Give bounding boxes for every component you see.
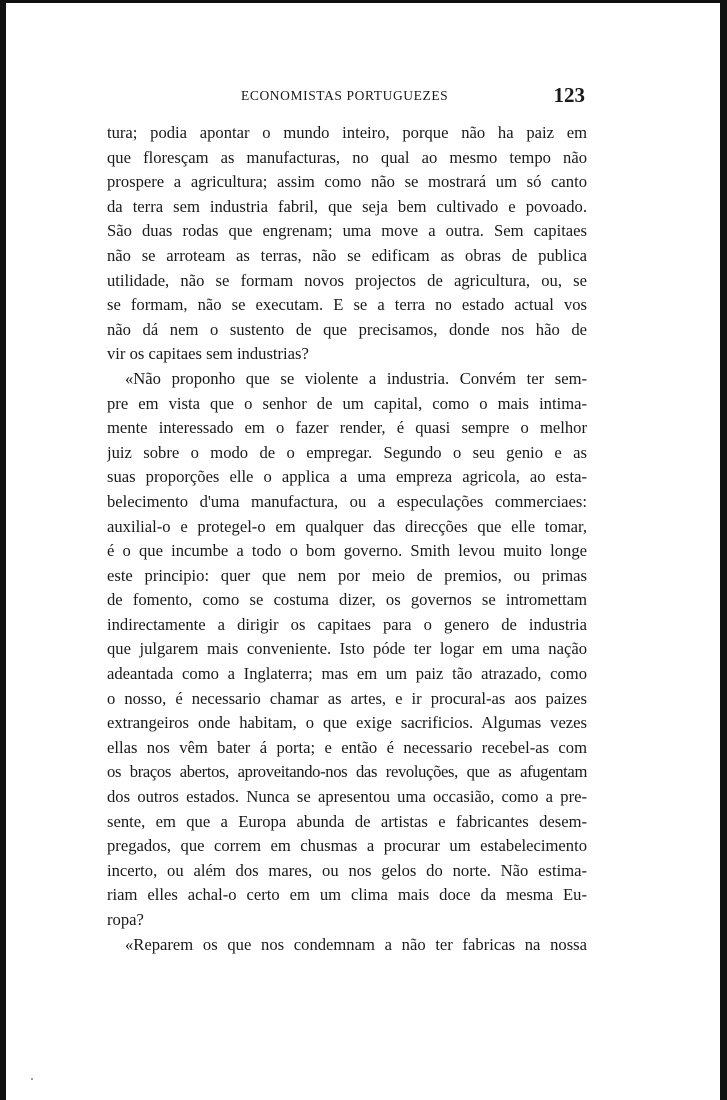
- text-line: tura; podia apontar o mundo inteiro, porque não ha paiz em: [107, 123, 587, 142]
- text-line: indirectamente a dirigir os capitaes para o genero de industria: [107, 614, 587, 634]
- text-line: utilidade, não se formam novos projectos de agricultura, ou, se: [107, 270, 587, 290]
- text-line: suas proporções elle o applica a uma empreza agricola, ao esta-: [107, 467, 587, 487]
- text-line: vir os capitaes sem industrias?: [107, 344, 309, 364]
- text-line: sente, em que a Europa abunda de artistas e fabricantes desem-: [107, 811, 587, 831]
- text-line: não dá nem o sustento de que precisamos, donde nos hão de: [107, 319, 587, 339]
- page-header: [107, 83, 587, 108]
- text-line: prospere a agricultura; assim como não se mostrará um só canto: [107, 172, 587, 192]
- text-line: é o que incumbe a todo o bom governo. Smith levou muito longe: [107, 541, 587, 561]
- text-line: os braços abertos, aproveitando-nos das revoluções, que as afugentam: [107, 762, 587, 782]
- paper-speck: [31, 1078, 33, 1080]
- text-line: São duas rodas que engrenam; uma move a outra. Sem capitaes: [107, 221, 587, 241]
- text-line: de fomento, como se costuma dizer, os governos se intromettam: [107, 590, 587, 610]
- text-line: que floresçam as manufacturas, no qual ao mesmo tempo não: [107, 147, 587, 167]
- text-line: dos outros estados. Nunca se apresentou uma occasião, como a pre-: [107, 787, 587, 807]
- text-line: incerto, ou além dos mares, ou nos gelos do norte. Não estima-: [107, 860, 587, 880]
- running-head: ECONOMISTAS PORTUGUEZES: [241, 88, 449, 103]
- text-line: «Não proponho que se violente a industria. Convém ter sem-: [125, 368, 587, 388]
- text-line: riam elles achal-o certo em um clima mais doce da mesma Eu-: [107, 885, 587, 905]
- text-line: belecimento d'uma manufactura, ou a especulações commerciaes:: [107, 491, 587, 511]
- text-line: juiz sobre o modo de o empregar. Segundo o seu genio e as: [107, 442, 587, 462]
- text-line: este principio: quer que nem por meio de premios, ou primas: [107, 565, 587, 585]
- text-line: o nosso, é necessario chamar as artes, e ir procural-as aos paizes: [107, 688, 587, 708]
- text-line: da terra sem industria fabril, que seja bem cultivado e povoado.: [107, 196, 587, 216]
- text-line: ellas nos vêm bater á porta; e então é necessario recebel-as com: [107, 737, 587, 757]
- text-line: pre em vista que o senhor de um capital, como o mais intima-: [107, 393, 587, 413]
- text-line: extrangeiros onde habitam, o que exige sacrificios. Algumas vezes: [107, 713, 587, 733]
- page-number: 123: [553, 83, 585, 107]
- text-line: ropa?: [107, 910, 144, 929]
- text-line: pregados, que correm em chusmas a procurar um estabelecimento: [107, 836, 587, 856]
- text-line: auxilial-o e protegel-o em qualquer das direcções que elle tomar,: [107, 516, 587, 536]
- scan-border-left: [0, 0, 6, 1100]
- body-text: [107, 121, 587, 957]
- text-line: se formam, não se executam. E se a terra no estado actual vos: [107, 295, 587, 315]
- text-line: adeantada como a Inglaterra; mas em um paiz tão atrazado, como: [107, 664, 587, 684]
- text-line: «Reparem os que nos condemnam a não ter fabricas na nossa: [125, 934, 587, 954]
- scan-border-right: [720, 0, 727, 1100]
- text-line: mente interessado em o fazer render, é quasi sempre o melhor: [107, 418, 587, 438]
- scan-border-top: [0, 0, 727, 3]
- text-line: não se arroteam as terras, não se edificam as obras de publica: [107, 245, 587, 265]
- text-line: que julgarem mais conveniente. Isto póde ter logar em uma nação: [107, 639, 587, 659]
